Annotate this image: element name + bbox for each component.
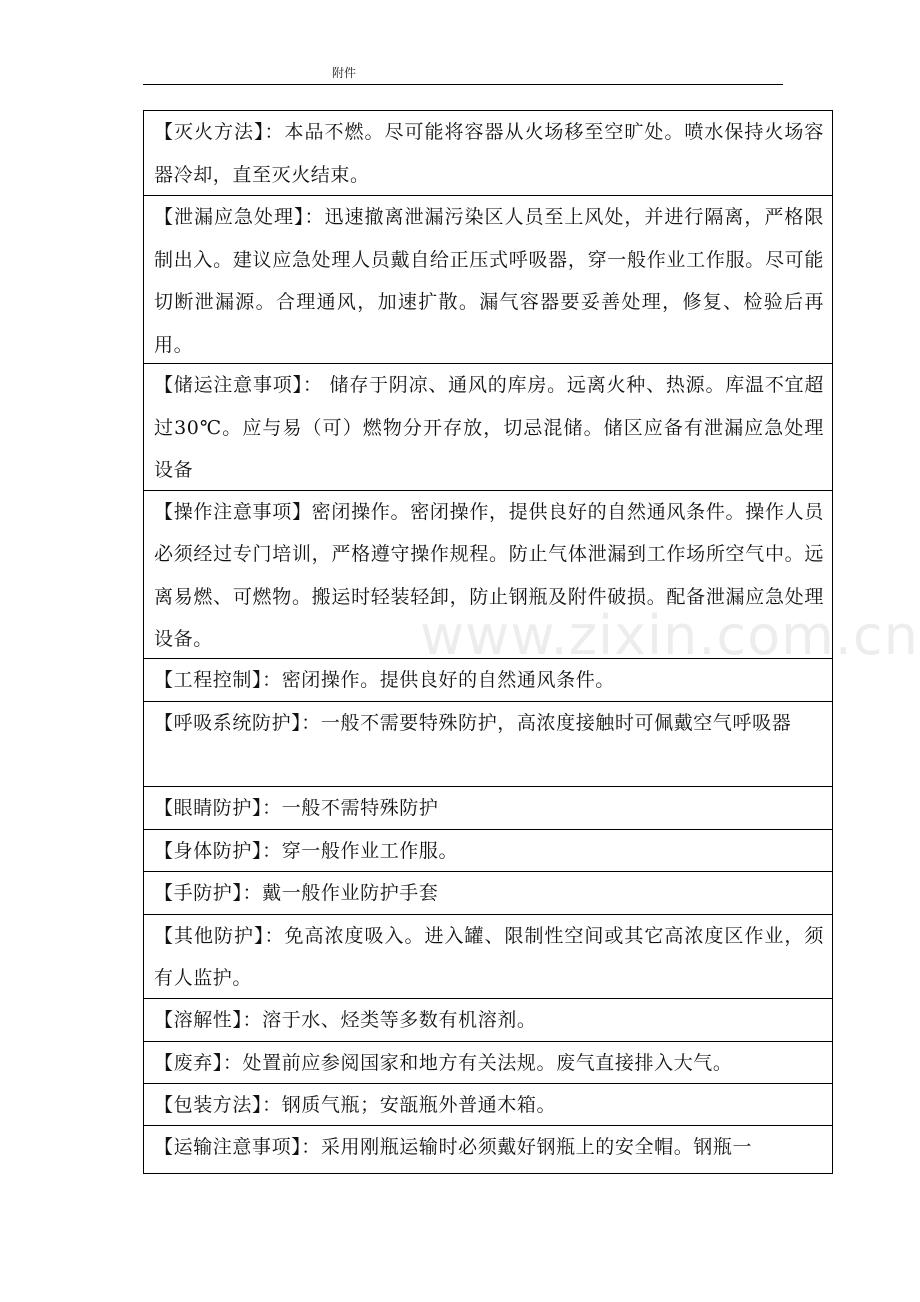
table-row-solubility: 【溶解性】：溶于水、烃类等多数有机溶剂。 bbox=[144, 999, 832, 1042]
table-row-engineering-control: 【工程控制】：密闭操作。提供良好的自然通风条件。 bbox=[144, 659, 832, 703]
table-row-eye-protection: 【眼睛防护】：一般不需特殊防护 bbox=[144, 787, 832, 830]
table-row-packaging: 【包装方法】：钢质气瓶；安瓿瓶外普通木箱。 bbox=[144, 1084, 832, 1126]
safety-info-table bbox=[143, 110, 833, 1174]
table-row-transport-notes: 【运输注意事项】：采用刚瓶运输时必须戴好钢瓶上的安全帽。钢瓶一 bbox=[154, 1135, 753, 1158]
table-row-hand-protection: 【手防护】：戴一般作业防护手套 bbox=[144, 872, 832, 915]
table-row-fire-fighting: 【灭火方法】：本品不燃。尽可能将容器从火场移至空旷处。喷水保持火场容器冷却，直至灭火结束。 bbox=[144, 111, 832, 196]
table-row-operation-notes: 【操作注意事项】密闭操作。密闭操作，提供良好的自然通风条件。操作人员必须经过专门培训，严格遵守操作规程。防止气体泄漏到工作场所空气中。远离易燃、可燃物。搬运时轻装轻卸，防止钢瓶及附件破损。配备泄漏应急处理设备。 bbox=[144, 491, 832, 659]
table-row-respiratory-protection: 【呼吸系统防护】：一般不需要特殊防护，高浓度接触时可佩戴空气呼吸器 bbox=[144, 702, 832, 787]
table-row-other-protection: 【其他防护】：免高浓度吸入。进入罐、限制性空间或其它高浓度区作业，须有人监护。 bbox=[144, 915, 832, 999]
table-row-leak-emergency: 【泄漏应急处理】：迅速撤离泄漏污染区人员至上风处，并进行隔离，严格限制出入。建议应急处理人员戴自给正压式呼吸器，穿一般作业工作服。尽可能切断泄漏源。合理通风，加速扩散。漏气容器要妥善处理，修复、检验后再用。 bbox=[144, 196, 832, 364]
header-attachment-label: 附件 bbox=[332, 66, 357, 80]
header-rule bbox=[143, 84, 783, 85]
table-row-disposal: 【废弃】：处置前应参阅国家和地方有关法规。废气直接排入大气。 bbox=[144, 1042, 832, 1085]
table-row-body-protection: 【身体防护】：穿一般作业工作服。 bbox=[144, 830, 832, 873]
table-row-storage-transport: 【储运注意事项】： 储存于阴凉、通风的库房。远离火种、热源。库温不宜超过30℃。应与易（可）燃物分开存放，切忌混储。储区应备有泄漏应急处理设备 bbox=[144, 364, 832, 491]
watermark-text: www.zixin.com.cn bbox=[420, 604, 919, 667]
